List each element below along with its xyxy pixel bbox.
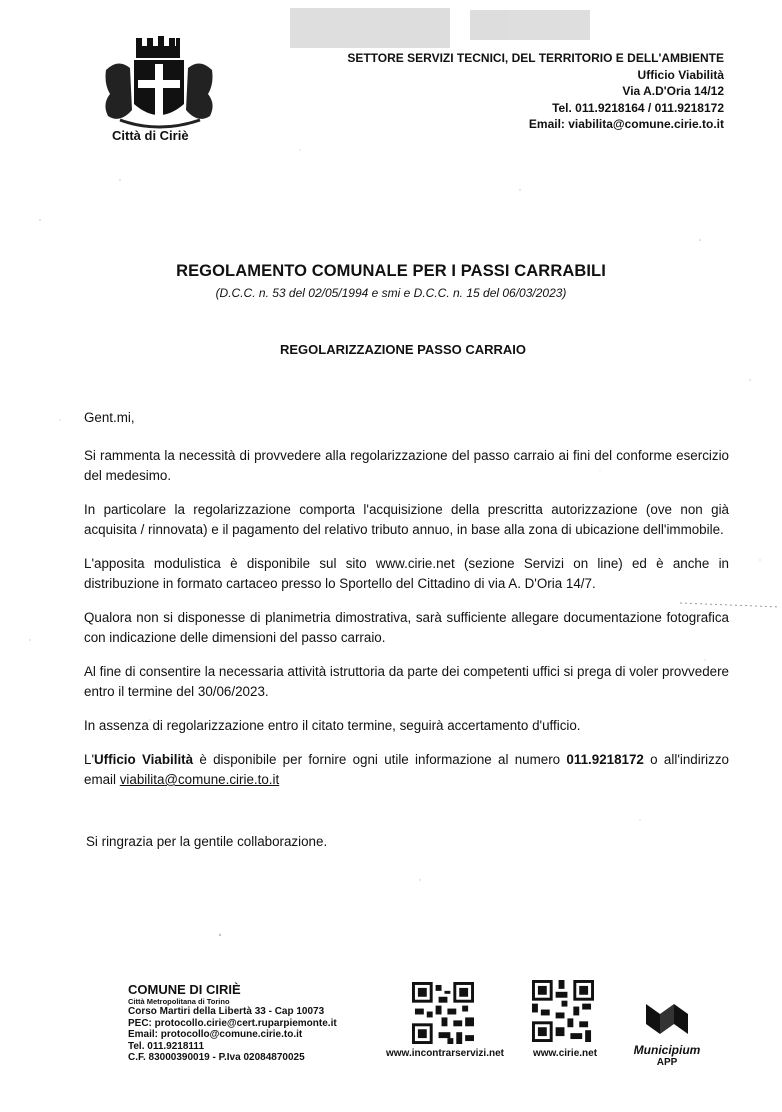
office-name: Ufficio Viabilità <box>637 67 724 82</box>
footer-comune: COMUNE DI CIRIÈ <box>128 982 241 997</box>
sector-name: SETTORE SERVIZI TECNICI, DEL TERRITORIO E DELL'AMBIENTE <box>347 51 724 65</box>
qr-code-icon[interactable] <box>410 982 476 1044</box>
footer-pec: PEC: protocollo.cirie@cert.ruparpiemonte.it <box>128 1017 337 1029</box>
paragraph-forms: L'apposita modulistica è disponibile sul sito www.cirie.net (sezione Servizi on line) ed è anche in distribuzione in formato cartaceo presso lo Sportello del Cittadino di via A. D'Oria 14/7. <box>84 556 729 591</box>
paragraph-contact: L'Ufficio Viabilità è disponibile per fornire ogni utile informazione al numero 011.9218172 o all'indirizzo email viabilita@comune.cirie.to.it <box>84 752 729 787</box>
municipium-app-logo[interactable] <box>622 1000 712 1080</box>
paragraph-photos: Qualora non si disponesse di planimetria dimostrativa, sarà sufficiente allegare documentazione fotografica con indicazione delle dimensioni del passo carraio. <box>84 610 729 645</box>
footer-contacts <box>128 982 337 1064</box>
section-title: REGOLARIZZAZIONE PASSO CARRAIO <box>279 342 527 357</box>
app-label: APP <box>656 1057 678 1068</box>
qr-code-icon[interactable] <box>530 980 596 1042</box>
qr-caption-incontra: www.incontrarservizi.net <box>386 1048 504 1059</box>
email-link[interactable]: viabilita@comune.cirie.to.it <box>119 772 280 787</box>
office-address: Via A.D'Oria 14/12 <box>622 84 724 99</box>
paragraph-details: In particolare la regolarizzazione comporta l'acquisizione della prescritta autorizzazione (ove non già acquisita / rinnovata) e il pagamento del relativo tributo annuo, in base alla zona di ubicazione dell'immobile. <box>84 502 729 537</box>
closing-line: Si ringrazia per la gentile collaborazione. <box>86 834 328 849</box>
municipium-icon <box>642 1000 692 1038</box>
office-email: Email: viabilita@comune.cirie.to.it <box>528 117 724 132</box>
letter-body <box>84 408 729 804</box>
footer-fiscal: C.F. 83000390019 - P.Iva 02084870025 <box>128 1052 305 1063</box>
city-crest-logo <box>100 24 220 144</box>
document-title: REGOLAMENTO COMUNALE PER I PASSI CARRABILI <box>176 262 606 280</box>
document-subtitle: (D.C.C. n. 53 del 02/05/1994 e smi e D.C.C. n. 15 del 06/03/2023) <box>215 286 567 300</box>
footer-email: Email: protocollo@comune.cirie.to.it <box>128 1029 303 1040</box>
office-highlight: Ufficio Viabilità <box>94 752 194 767</box>
paragraph-reminder: Si rammenta la necessità di provvedere alla regolarizzazione del passo carraio ai fini del conforme esercizio del medesimo. <box>84 448 729 483</box>
city-name: Città di Ciriè <box>112 128 189 143</box>
footer-metro: Città Metropolitana di Torino <box>128 997 230 1006</box>
paragraph-deadline: Al fine di consentire la necessaria attività istruttoria da parte dei competenti uffici si prega di voler provvedere entro il termine del 30/06/2023. <box>84 664 729 699</box>
footer-address: Corso Martiri della Libertà 33 - Cap 10073 <box>128 1006 325 1017</box>
crest-icon <box>100 24 220 134</box>
paragraph-consequence: In assenza di regolarizzazione entro il citato termine, seguirà accertamento d'ufficio. <box>84 718 581 733</box>
greeting: Gent.mi, <box>84 410 135 425</box>
qr-caption-cirie: www.cirie.net <box>532 1048 598 1059</box>
office-phone: Tel. 011.9218164 / 011.9218172 <box>552 100 724 115</box>
sector-info <box>347 50 724 133</box>
footer-tel: Tel. 011.9218111 <box>128 1040 205 1052</box>
phone-highlight: 011.9218172 <box>566 752 644 767</box>
municipium-label: Municipium <box>633 1043 701 1057</box>
